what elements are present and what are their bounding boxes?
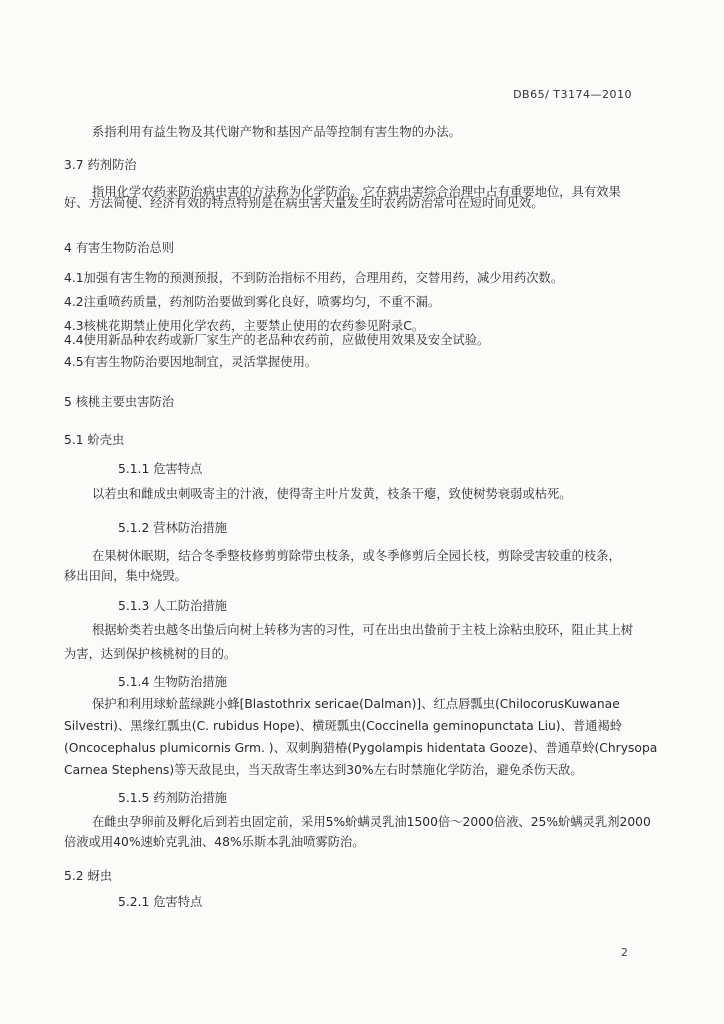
subsection-heading: 5.1.5 药剂防治措施 xyxy=(118,791,227,805)
paragraph-line: 指用化学农药来防治病虫害的方法称为化学防治。它在病虫害综合治理中占有重要地位，具有效果 xyxy=(92,185,621,199)
list-item: 4.1加强有害生物的预测预报，不到防治指标不用药，合理用药，交替用药，减少用药次数。 xyxy=(64,271,564,285)
list-item: 4.4使用新品种农药或新厂家生产的老品种农药前，应做使用效果及安全试验。 xyxy=(64,333,490,347)
paragraph-line: 在果树休眠期，结合冬季整枝修剪剪除带虫枝条，或冬季修剪后全园长枝，剪除受害较重的枝条， xyxy=(92,549,621,563)
subsection-heading: 5.2 蚜虫 xyxy=(64,869,113,883)
subsection-heading: 5.1.1 危害特点 xyxy=(118,462,203,476)
section-heading: 3.7 药剂防治 xyxy=(64,158,137,172)
subsection-heading: 5.1 蚧壳虫 xyxy=(64,433,125,447)
subsection-heading: 5.1.4 生物防治措施 xyxy=(118,675,227,689)
paragraph-line: 倍液或用40%速蚧克乳油、48%乐斯本乳油喷雾防治。 xyxy=(64,835,365,849)
standard-code: DB65/ T3174—2010 xyxy=(513,88,632,101)
paragraph-line: 移出田间，集中烧毁。 xyxy=(64,569,187,583)
page-number: 2 xyxy=(621,946,628,959)
paragraph-line: (Oncocephalus plumicornis Grm. )、双刺胸猎椿(Pygolampis hidentata Gooze)、普通草蛉(Chrysopa xyxy=(64,741,658,755)
paragraph-line: Silvestri)、黑缘红瓢虫(C. rubidus Hope)、横斑瓢虫(Coccinella geminopunctata Liu)、普通褐蛉 xyxy=(64,719,623,733)
paragraph-line: 根据蚧类若虫越冬出蛰后向树上转移为害的习性，可在出虫出蛰前于主枝上涂粘虫胶环，阻止其上树 xyxy=(92,623,634,637)
paragraph-line: 在雌虫孕卵前及孵化后到若虫固定前，采用5%蚧螨灵乳油1500倍～2000倍液、25%蚧螨灵乳剂2000 xyxy=(92,815,651,829)
section-heading: 5 核桃主要虫害防治 xyxy=(64,395,175,409)
paragraph-line: 好、方法简便、经济有效的特点特别是在病虫害大量发生时农药防治常可在短时间见效。 xyxy=(64,196,544,210)
subsection-heading: 5.1.3 人工防治措施 xyxy=(118,599,227,613)
list-item: 4.5有害生物防治要因地制宜，灵活掌握使用。 xyxy=(64,355,318,369)
subsection-heading: 5.1.2 营林防治措施 xyxy=(118,521,227,535)
paragraph-line: 保护和利用球蚧蓝绿跳小蜂[Blastothrix sericae(Dalman)]、红点唇瓢虫(ChilocorusKuwanae xyxy=(92,697,620,711)
paragraph-line: Carnea Stephens)等天敌昆虫，当天敌寄生率达到30%左右时禁施化学防治，避免杀伤天敌。 xyxy=(64,763,583,777)
paragraph-line: 以若虫和雌成虫刺吸寄主的汁液，使得寄主叶片发黄，枝条干瘪，致使树势衰弱或枯死。 xyxy=(92,487,572,501)
list-item: 4.2注重喷药质量，药剂防治要做到雾化良好，喷雾均匀，不重不漏。 xyxy=(64,295,441,309)
list-item: 4.3核桃花期禁止使用化学农药，主要禁止使用的农药参见附录C。 xyxy=(64,319,425,333)
section-heading: 4 有害生物防治总则 xyxy=(64,241,175,255)
paragraph-line: 系指利用有益生物及其代谢产物和基因产品等控制有害生物的办法。 xyxy=(92,125,461,139)
subsection-heading: 5.2.1 危害特点 xyxy=(118,895,203,909)
paragraph-line: 为害，达到保护核桃树的目的。 xyxy=(64,647,237,661)
